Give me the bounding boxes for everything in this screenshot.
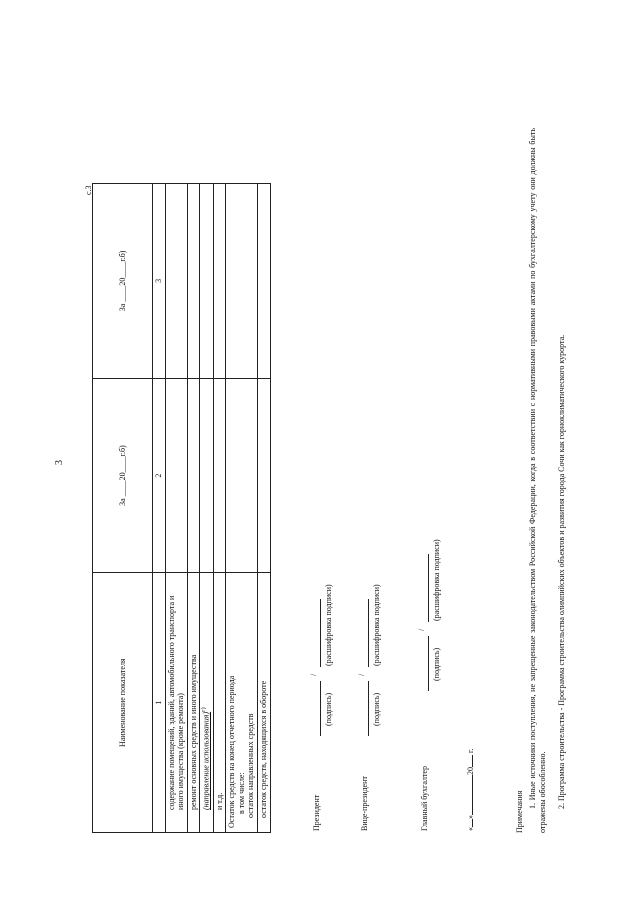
signature-caption: (расшифровка подписи) xyxy=(432,539,441,621)
row-label-sub: в том числе: xyxy=(236,772,246,814)
header-period-2: За ____20____г.б) xyxy=(93,184,153,379)
signature-decode-line xyxy=(368,599,369,667)
row-label-usage xyxy=(200,573,213,833)
table-row xyxy=(187,184,200,833)
row-label: остаток средств, находящихся в обороте xyxy=(258,573,271,833)
signature-vice-president: Вице-президент / (подпись) (расшифровка подписи) xyxy=(357,584,381,831)
signature-title: Президент xyxy=(312,794,321,831)
usage-direction-text: (направление использования) xyxy=(202,711,212,810)
table-row xyxy=(213,184,226,833)
signature-decode-line xyxy=(428,554,429,622)
signature-caption: (расшифровка подписи) xyxy=(372,584,381,666)
table-row xyxy=(200,184,213,833)
signature-title: Вице-президент xyxy=(360,776,369,831)
page-number: 3 xyxy=(54,460,65,465)
table-row xyxy=(226,184,258,833)
table-row xyxy=(258,184,271,833)
note-item: 2. Программа строительства - Программа строительства олимпийских объектов и развития города Сочи как горноклиматического курорта. xyxy=(557,334,566,809)
row-label: и т.д. xyxy=(213,573,226,833)
signature-line xyxy=(428,636,429,691)
column-number: 3 xyxy=(153,184,166,379)
date-line: «»20 г. xyxy=(466,748,475,831)
note-item: 1. Иные источники поступления, не запрещенные законодательством Российской Федерации, когда в соответствии с нормативными правовыми актами по бухгалтерскому учету они должны быть отражены обособленно. xyxy=(528,128,548,833)
signature-chief-accountant: Главный бухгалтер / (подпись) (расшифровка подписи) xyxy=(417,539,441,831)
signature-caption: (подпись) xyxy=(432,647,441,681)
table-row xyxy=(165,184,187,833)
row-label-sub: остаток направленных средств xyxy=(246,713,256,818)
indicators-table xyxy=(92,183,271,833)
column-number: 2 xyxy=(153,378,166,573)
signature-line xyxy=(320,681,321,736)
signature-caption: (подпись) xyxy=(324,692,333,726)
table-header-row xyxy=(93,184,153,833)
signature-line xyxy=(368,681,369,736)
signature-title: Главный бухгалтер xyxy=(420,766,429,831)
row-label: содержание помещений, зданий, автомобильного транспорта и иного имущества (кроме ремонта) xyxy=(165,573,187,833)
signature-decode-line xyxy=(320,599,321,667)
row-label-main: Остаток средств на конец отчетного периода xyxy=(227,675,237,828)
notes-title: Примечания xyxy=(515,790,524,833)
signature-caption: (расшифровка подписи) xyxy=(324,584,333,666)
header-indicator-name: Наименование показателя xyxy=(93,573,153,833)
signature-president: Президент / (подпись) (расшифровка подписи) xyxy=(309,584,333,831)
column-number: 1 xyxy=(153,573,166,833)
row-label xyxy=(226,573,258,833)
row-label: ремонт основных средств и иного имущества xyxy=(187,573,200,833)
signature-caption: (подпись) xyxy=(372,692,381,726)
footnote-mark: г) xyxy=(201,707,208,712)
column-number-row xyxy=(153,184,166,833)
sheet-mark: с.3 xyxy=(84,185,93,195)
header-period-1: За ____20____г.б) xyxy=(93,378,153,573)
